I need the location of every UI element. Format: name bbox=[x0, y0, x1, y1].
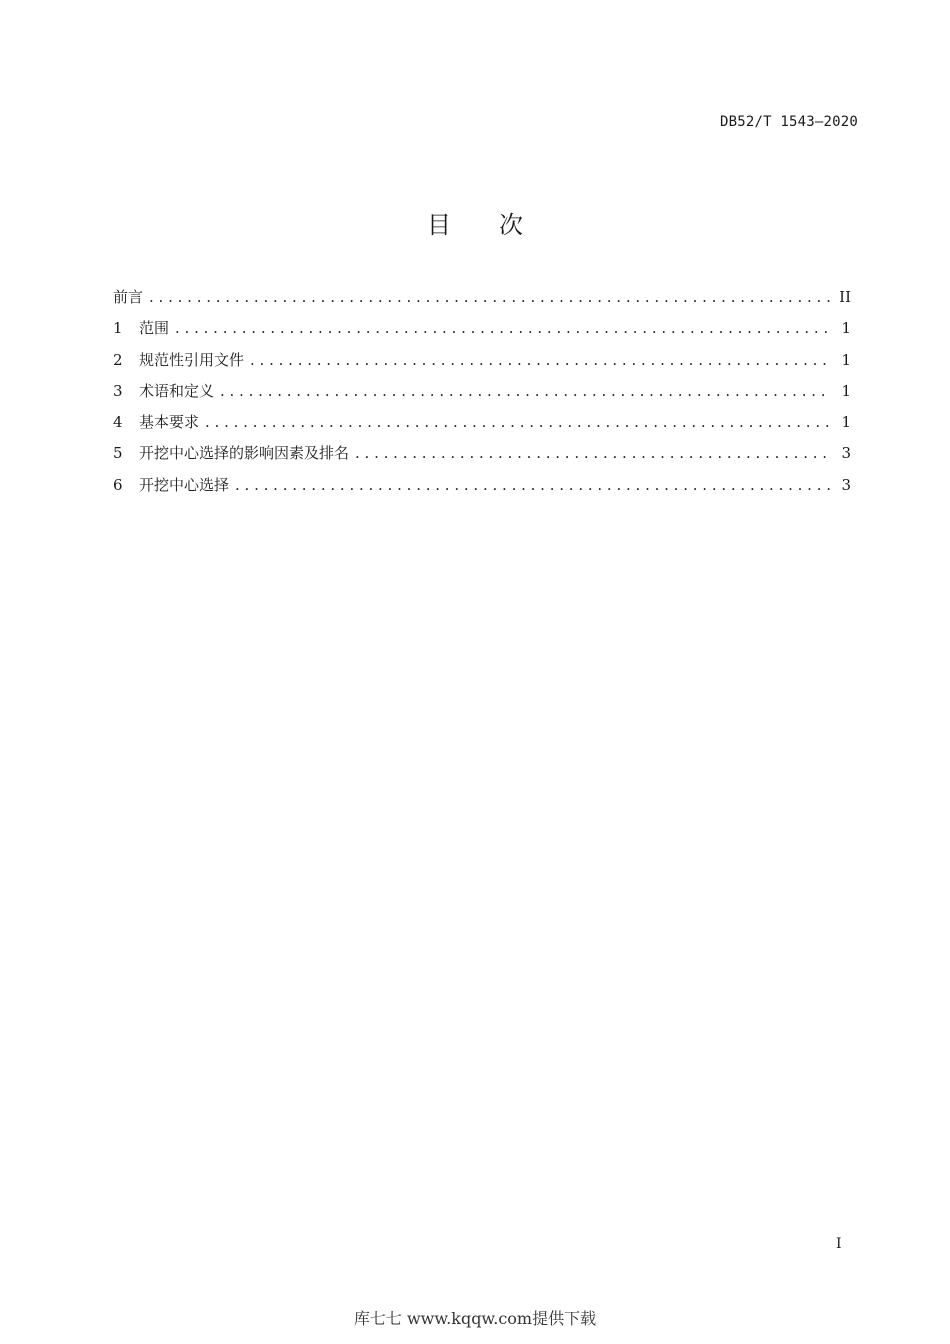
toc-section-number: 6 bbox=[113, 475, 123, 494]
toc-label: 基本要求 bbox=[139, 413, 200, 432]
toc-leader bbox=[250, 351, 831, 369]
toc-leader bbox=[220, 382, 831, 400]
toc-label: 规范性引用文件 bbox=[139, 350, 245, 369]
footer-watermark: 库七七 www.kqqw.com提供下载 bbox=[353, 1309, 597, 1328]
toc-section-number: 1 bbox=[113, 319, 123, 338]
toc-entry-scope[interactable] bbox=[113, 317, 851, 348]
toc-leader bbox=[175, 319, 831, 337]
toc-section-number: 3 bbox=[113, 381, 123, 400]
toc-entry-normative-references[interactable] bbox=[113, 349, 851, 380]
toc-label: 前言 bbox=[113, 288, 144, 306]
toc-page-number: 1 bbox=[841, 319, 851, 338]
toc-section-number: 5 bbox=[113, 444, 123, 463]
toc-leader bbox=[235, 476, 831, 494]
toc-entry-terms-definitions[interactable] bbox=[113, 380, 851, 411]
toc-leader bbox=[355, 444, 831, 462]
toc-entry-basic-requirements[interactable] bbox=[113, 411, 851, 442]
toc-entry-foreword[interactable] bbox=[113, 286, 851, 317]
page-title: 目次 bbox=[427, 211, 571, 239]
toc-label: 开挖中心选择的影响因素及排名 bbox=[139, 444, 350, 463]
table-of-contents bbox=[113, 286, 851, 505]
toc-leader bbox=[149, 288, 831, 306]
toc-leader bbox=[205, 413, 831, 431]
toc-section-number: 4 bbox=[113, 413, 123, 432]
toc-entry-center-selection[interactable] bbox=[113, 474, 851, 505]
toc-page-number: 1 bbox=[841, 413, 851, 432]
toc-page-number: 1 bbox=[841, 381, 851, 400]
toc-page-number: 3 bbox=[841, 444, 851, 463]
toc-label: 范围 bbox=[139, 319, 170, 338]
toc-page-number: II bbox=[839, 288, 851, 306]
document-id: DB52/T 1543—2020 bbox=[719, 114, 858, 130]
toc-page-number: 1 bbox=[841, 350, 851, 369]
page-number: I bbox=[836, 1236, 842, 1252]
toc-label: 术语和定义 bbox=[139, 381, 215, 400]
toc-section-number: 2 bbox=[113, 350, 123, 369]
toc-entry-influencing-factors[interactable] bbox=[113, 442, 851, 473]
toc-label: 开挖中心选择 bbox=[139, 475, 230, 494]
toc-page-number: 3 bbox=[841, 475, 851, 494]
